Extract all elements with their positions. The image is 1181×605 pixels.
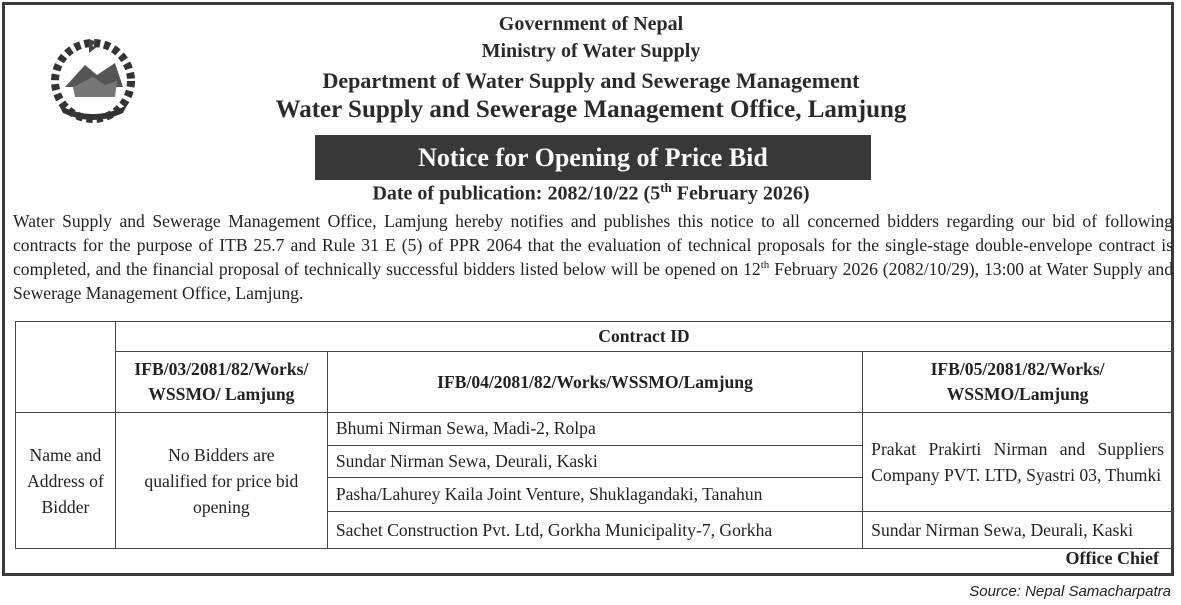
contract-id-ifb05: IFB/05/2081/82/Works/ WSSMO/Lamjung [863,352,1173,413]
notice-body-part1: Water Supply and Sewerage Management Office, Lamjung hereby notifies and publishes this notice to all concerned bidders regarding our bid of following contracts for the purpose of ITB 25.7 and Rule 31 E (5) of PPR 2064 that the evaluation of technical proposals for the single-stage double-envelope contract is completed, and the financial proposal of technically successful bidders listed below will be opened on 12 [13,211,1173,279]
table-corner-cell [16,322,116,413]
ifb05-bidder-2: Sundar Nirman Sewa, Deurali, Kaski [863,512,1173,549]
notice-body [13,209,1173,305]
signature-office-chief: Office Chief [1065,548,1159,568]
row-label-bidder: Name and Address of Bidder [16,413,116,549]
publication-date-prefix: Date of publication: 2082/10/22 (5 [372,182,661,205]
contract-id-ifb04: IFB/04/2081/82/Works/WSSMO/Lamjung [327,352,862,413]
ifb04-bidder-4: Sachet Construction Pvt. Ltd, Gorkha Municipality-7, Gorkha [327,512,862,549]
header-government: Government of Nepal [498,13,684,35]
ifb04-bidder-2: Sundar Nirman Sewa, Deurali, Kaski [327,445,862,477]
header-ministry: Ministry of Water Supply [481,40,701,62]
notice-body-part2: February 2026 (2082/10/29), 13:00 at Water Supply and Sewerage Management Office, Lamjung. [13,259,1174,303]
contract-id-header: Contract ID [115,322,1172,352]
ifb03-no-bidders-note: No Bidders are qualified for price bid opening [115,413,327,549]
publication-date [5,180,1177,206]
bidders-table [15,321,1173,549]
ifb04-bidder-3: Pasha/Lahurey Kaila Joint Venture, Shuklagandaki, Tanahun [327,478,862,512]
contract-id-ifb03: IFB/03/2081/82/Works/ WSSMO/ Lamjung [115,352,327,413]
publication-date-suffix: February 2026) [671,182,810,205]
header-office: Water Supply and Sewerage Management Office, Lamjung [275,96,907,123]
ifb05-bidder-1: Prakat Prakirti Nirman and Suppliers Company PVT. LTD, Syastri 03, Thumki [863,413,1173,512]
ifb04-bidder-1: Bhumi Nirman Sewa, Madi-2, Rolpa [327,413,862,445]
notice-title: Notice for Opening of Price Bid [315,135,871,180]
notice-frame [2,2,1174,576]
publication-date-sup: th [660,180,672,195]
header-department: Department of Water Supply and Sewerage Management [322,68,860,93]
source-credit: Source: Nepal Samacharpatra [969,583,1171,600]
notice-body-sup: th [760,259,770,272]
